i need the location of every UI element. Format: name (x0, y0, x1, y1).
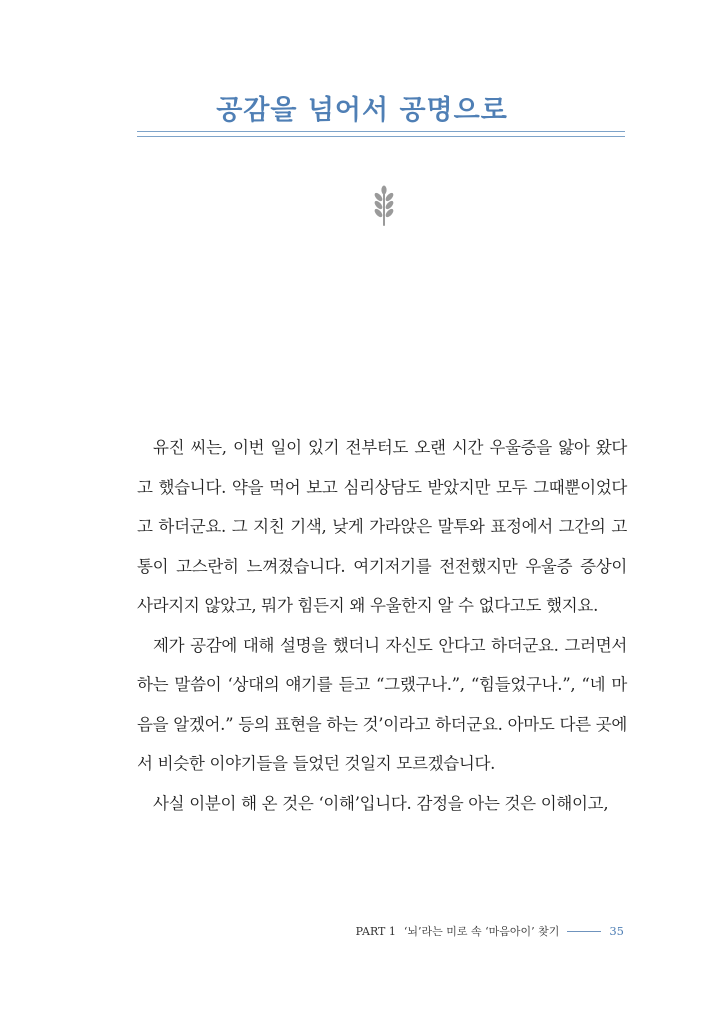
title-rule-bottom (137, 136, 625, 137)
paragraph-1: 유진 씨는, 이번 일이 있기 전부터도 오랜 시간 우울증을 앓아 왔다고 했습니다. 약을 먹어 보고 심리상담도 받았지만 모두 그때뿐이었다고 하더군요. 그 지친 기색, 낮게 가라앉은 말투와 표정에서 그간의 고통이 고스란히 느껴졌습니다. 여기저기를 전전했지만 우울증 증상이 사라지지 않았고, 뭐가 힘든지 왜 우울한지 알 수 없다고도 했지요. (137, 438, 627, 615)
body-text (137, 428, 627, 823)
footer-part-title: ‘뇌’라는 미로 속 ‘마음아이’ 찾기 (403, 925, 560, 938)
paragraph-3: 사실 이분이 해 온 것은 ‘이해’입니다. 감정을 아는 것은 이해이고, (153, 793, 609, 813)
footer-part-label: PART 1 (355, 924, 396, 938)
footer-rule (567, 931, 601, 932)
running-footer (356, 923, 624, 939)
paragraph-2: 제가 공감에 대해 설명을 했더니 자신도 안다고 하더군요. 그러면서 하는 말씀이 ‘상대의 얘기를 듣고 “그랬구나.”, “힘들었구나.”, “네 마음을 알겠어.” 등의 표현을 하는 것’이라고 하더군요. 아마도 다른 곳에서 비슷한 이야기들을 들었던 것일지 모르겠습니다. (137, 635, 627, 773)
chapter-title: 공감을 넘어서 공명으로 (216, 95, 508, 126)
page-number: 35 (609, 924, 624, 938)
title-rule-top (137, 131, 625, 132)
wheat-sprig-icon (371, 185, 397, 227)
